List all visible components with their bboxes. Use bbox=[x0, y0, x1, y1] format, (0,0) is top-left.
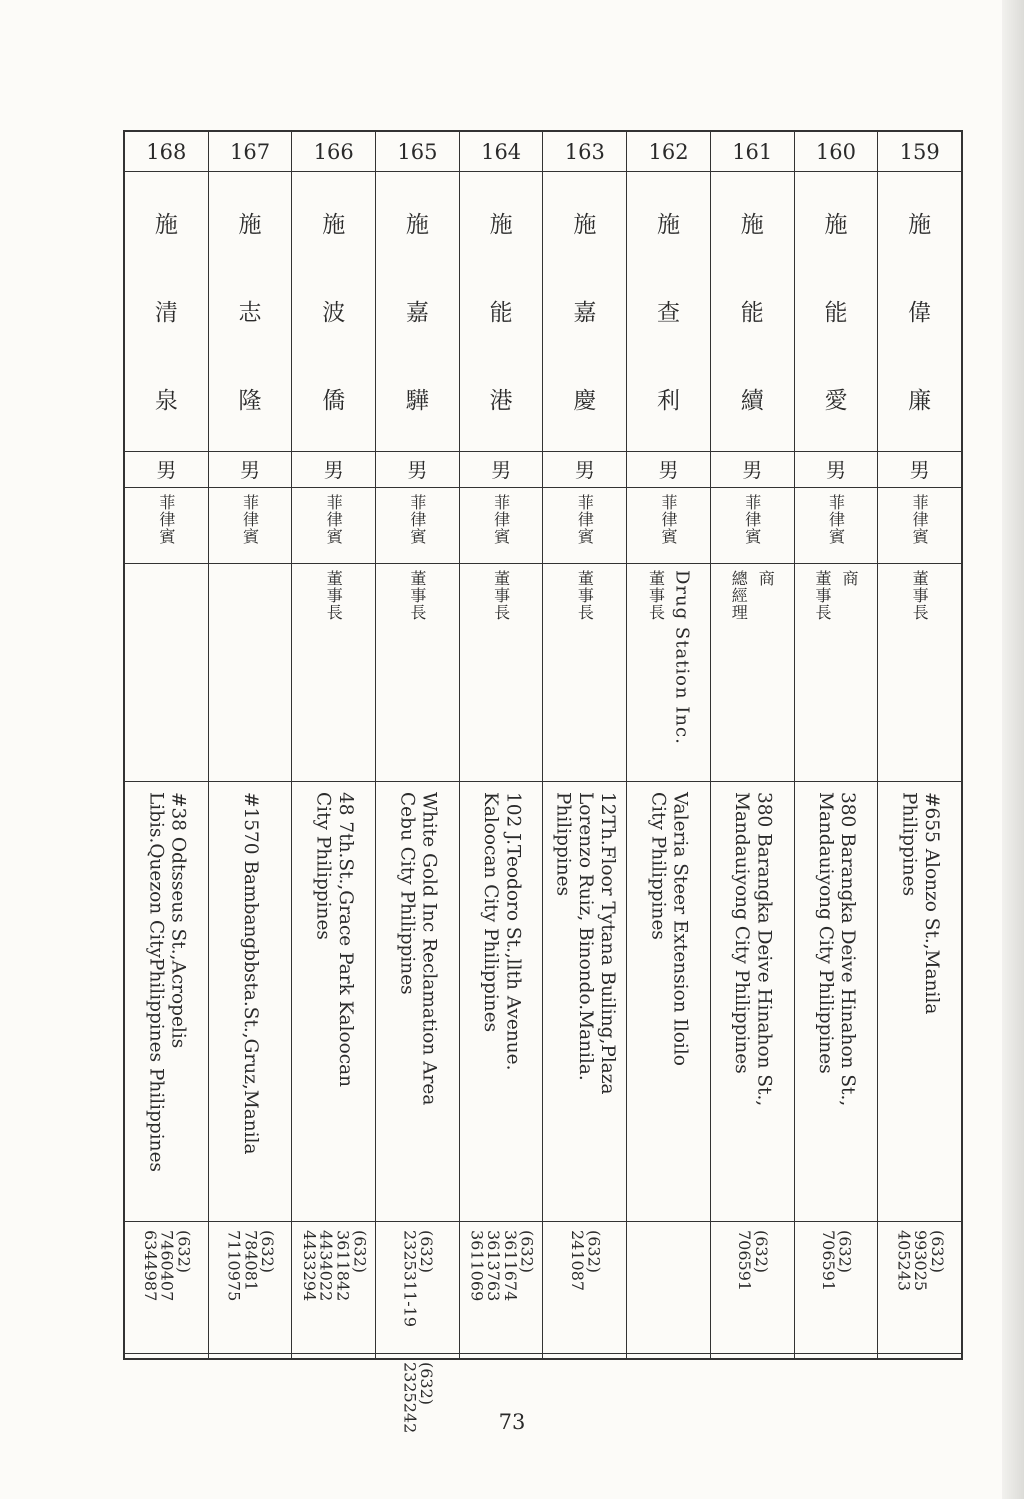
phone-number: 4433294 bbox=[299, 1230, 319, 1302]
entry-number: 162 bbox=[627, 132, 710, 172]
position-title: 董事長 bbox=[491, 570, 511, 621]
phone-number: (632) bbox=[350, 1230, 370, 1274]
entry-phone-secondary bbox=[125, 1354, 208, 1358]
entry-number: 168 bbox=[125, 132, 208, 172]
name-character: 嘉 bbox=[573, 299, 597, 326]
name-character: 查 bbox=[657, 299, 681, 326]
name-character: 施 bbox=[740, 211, 764, 238]
phone-number: (632) bbox=[174, 1230, 194, 1274]
entry-address bbox=[711, 782, 794, 1222]
entry-position bbox=[711, 564, 794, 782]
entry-number: 167 bbox=[209, 132, 292, 172]
entry-nationality bbox=[209, 488, 292, 564]
entry-address bbox=[376, 782, 459, 1222]
entry-nationality bbox=[711, 488, 794, 564]
entry-name bbox=[543, 172, 626, 452]
entry-phone bbox=[627, 1222, 710, 1354]
position-title: 總經理 bbox=[729, 570, 749, 621]
name-character: 愛 bbox=[824, 388, 848, 415]
entry-phone-secondary: (632) 2325242 bbox=[400, 1362, 437, 1434]
phone-number: (632) bbox=[835, 1230, 855, 1274]
entry-sex: 男 bbox=[125, 452, 208, 488]
phone-number: 6344987 bbox=[140, 1230, 160, 1302]
name-character: 泉 bbox=[154, 388, 178, 415]
name-character: 施 bbox=[405, 211, 429, 238]
entry-position bbox=[292, 564, 375, 782]
entry-address bbox=[292, 782, 375, 1222]
position-title: 董事長 bbox=[646, 570, 666, 621]
entry-name bbox=[627, 172, 710, 452]
entry-number: 161 bbox=[711, 132, 794, 172]
address-line: 12Th.Floor Tytana Builing,Plaza bbox=[597, 792, 619, 1095]
phone-number: (632) bbox=[517, 1230, 537, 1274]
name-character: 偉 bbox=[908, 299, 932, 326]
address-line: City Philippines bbox=[312, 792, 334, 940]
entry-position bbox=[878, 564, 961, 782]
entry-phone-secondary bbox=[209, 1354, 292, 1358]
name-character: 僑 bbox=[322, 388, 346, 415]
name-character: 志 bbox=[238, 299, 262, 326]
entry-address bbox=[795, 782, 878, 1222]
nationality-text: 菲律賓 bbox=[659, 494, 679, 545]
entry-position bbox=[376, 564, 459, 782]
table-row bbox=[542, 132, 626, 1358]
position-title: 商 bbox=[839, 570, 859, 587]
nationality-text: 菲律賓 bbox=[491, 494, 511, 545]
phone-number: 2325311-19 bbox=[400, 1230, 420, 1328]
phone-number: 706591 bbox=[735, 1230, 755, 1292]
address-line: Cebu City Philippines bbox=[396, 792, 418, 995]
entry-address bbox=[543, 782, 626, 1222]
name-character: 清 bbox=[154, 299, 178, 326]
entry-nationality bbox=[292, 488, 375, 564]
entry-address bbox=[460, 782, 543, 1222]
nationality-text: 菲律賓 bbox=[407, 494, 427, 545]
table-row bbox=[208, 132, 292, 1358]
table-row bbox=[125, 132, 208, 1358]
phone-number: (632) bbox=[258, 1230, 278, 1274]
phone-number: (632) bbox=[417, 1230, 437, 1274]
nationality-text: 菲律賓 bbox=[742, 494, 762, 545]
nationality-text: 菲律賓 bbox=[826, 494, 846, 545]
nationality-text: 菲律賓 bbox=[575, 494, 595, 545]
phone-number: 7460407 bbox=[157, 1230, 177, 1302]
phone-number: 405243 bbox=[894, 1230, 914, 1292]
entry-address bbox=[125, 782, 208, 1222]
address-line: #655 Alonzo St.,Manila bbox=[920, 792, 942, 1015]
entry-name bbox=[209, 172, 292, 452]
address-line: Lorenzo Ruiz, Binondo.Manila. bbox=[574, 792, 596, 1081]
name-character: 利 bbox=[657, 388, 681, 415]
entry-sex: 男 bbox=[543, 452, 626, 488]
entry-phone-secondary bbox=[795, 1354, 878, 1358]
entry-name bbox=[376, 172, 459, 452]
phone-number: 706591 bbox=[818, 1230, 838, 1292]
entry-phone bbox=[795, 1222, 878, 1354]
entry-position bbox=[627, 564, 710, 782]
entry-phone bbox=[125, 1222, 208, 1354]
phone-number: 241087 bbox=[567, 1230, 587, 1292]
entry-sex: 男 bbox=[209, 452, 292, 488]
nationality-text: 菲律賓 bbox=[910, 494, 930, 545]
entry-sex: 男 bbox=[878, 452, 961, 488]
name-character: 嘉 bbox=[405, 299, 429, 326]
entry-phone bbox=[711, 1222, 794, 1354]
entry-number: 160 bbox=[795, 132, 878, 172]
phone-number: 784081 bbox=[241, 1230, 261, 1292]
address-line: Libis.Quezon CityPhilippines Philippines bbox=[145, 792, 167, 1173]
table-row bbox=[877, 132, 961, 1358]
address-line: #38 Odtsseus St.,Acropelis bbox=[167, 792, 189, 1049]
phone-number: 4434022 bbox=[316, 1230, 336, 1302]
entry-phone-secondary bbox=[711, 1354, 794, 1358]
entry-position bbox=[795, 564, 878, 782]
entry-number: 164 bbox=[460, 132, 543, 172]
address-line: Philippines bbox=[552, 792, 574, 897]
phone-number: 993025 bbox=[911, 1230, 931, 1292]
address-line: #1570 Bambangbbsta.St.,Gruz,Manila bbox=[240, 792, 262, 1155]
name-character: 廉 bbox=[908, 388, 932, 415]
entry-phone bbox=[376, 1222, 459, 1354]
table-row bbox=[459, 132, 543, 1358]
nationality-text: 菲律賓 bbox=[324, 494, 344, 545]
entry-phone bbox=[292, 1222, 375, 1354]
address-line: 102 J.Teodoro St.,llth Avenue. bbox=[502, 792, 524, 1071]
entry-position bbox=[209, 564, 292, 782]
entry-address bbox=[878, 782, 961, 1222]
entry-phone-secondary bbox=[627, 1354, 710, 1358]
address-line: Philippines bbox=[898, 792, 920, 897]
name-character: 驊 bbox=[405, 388, 429, 415]
entry-name bbox=[711, 172, 794, 452]
entry-phone bbox=[543, 1222, 626, 1354]
address-line: Valeria Steer Extension Iloilo bbox=[669, 792, 691, 1066]
table-row bbox=[375, 132, 459, 1434]
entry-position bbox=[125, 564, 208, 782]
name-character: 施 bbox=[573, 211, 597, 238]
name-character: 施 bbox=[908, 211, 932, 238]
entry-name bbox=[460, 172, 543, 452]
entry-position bbox=[460, 564, 543, 782]
address-line: Kaloocan City Philippines bbox=[480, 792, 502, 1033]
position-title: 董事長 bbox=[407, 570, 427, 621]
name-character: 能 bbox=[824, 299, 848, 326]
entry-nationality bbox=[878, 488, 961, 564]
name-character: 港 bbox=[489, 388, 513, 415]
phone-number: 3611674 bbox=[500, 1230, 520, 1302]
page-edge-shadow bbox=[1002, 0, 1024, 1499]
phone-number: 3611069 bbox=[467, 1230, 487, 1302]
position-title: 董事長 bbox=[324, 570, 344, 621]
entry-phone bbox=[460, 1222, 543, 1354]
table-row bbox=[710, 132, 794, 1358]
entry-name bbox=[125, 172, 208, 452]
name-character: 隆 bbox=[238, 388, 262, 415]
name-character: 施 bbox=[154, 211, 178, 238]
phone-number: 3613763 bbox=[484, 1230, 504, 1302]
entry-address bbox=[627, 782, 710, 1222]
entry-sex: 男 bbox=[627, 452, 710, 488]
entry-phone-secondary bbox=[460, 1354, 543, 1358]
entry-phone-secondary bbox=[292, 1354, 375, 1358]
name-character: 施 bbox=[238, 211, 262, 238]
page-number: 73 bbox=[498, 1410, 526, 1434]
position-title: 商 bbox=[756, 570, 776, 587]
phone-number: (632) bbox=[752, 1230, 772, 1274]
phone-number: (632) bbox=[584, 1230, 604, 1274]
entry-number: 159 bbox=[878, 132, 961, 172]
entry-phone bbox=[878, 1222, 961, 1354]
entry-nationality bbox=[627, 488, 710, 564]
entry-sex: 男 bbox=[292, 452, 375, 488]
phone-number: 7110975 bbox=[224, 1230, 244, 1302]
address-line: 380 Barangka Deive Hinahon St., bbox=[753, 792, 775, 1107]
entry-position bbox=[543, 564, 626, 782]
entry-number: 166 bbox=[292, 132, 375, 172]
phone-number: (632) bbox=[927, 1230, 947, 1274]
address-line: Mandauiyong City Philippines bbox=[814, 792, 836, 1074]
position-company: Drug Station Inc. bbox=[671, 570, 693, 745]
name-character: 慶 bbox=[573, 388, 597, 415]
entry-phone-secondary bbox=[878, 1354, 961, 1358]
entry-sex: 男 bbox=[711, 452, 794, 488]
name-character: 施 bbox=[657, 211, 681, 238]
position-title: 董事長 bbox=[812, 570, 832, 621]
table-row bbox=[291, 132, 375, 1358]
entry-nationality bbox=[376, 488, 459, 564]
entry-number: 163 bbox=[543, 132, 626, 172]
name-character: 施 bbox=[322, 211, 346, 238]
entry-nationality bbox=[125, 488, 208, 564]
entry-name bbox=[795, 172, 878, 452]
phone-number: 3611842 bbox=[333, 1230, 353, 1302]
name-character: 能 bbox=[489, 299, 513, 326]
entry-nationality bbox=[460, 488, 543, 564]
entry-nationality bbox=[795, 488, 878, 564]
nationality-text: 菲律賓 bbox=[240, 494, 260, 545]
entry-number: 165 bbox=[376, 132, 459, 172]
entry-address bbox=[209, 782, 292, 1222]
address-line: City Philippines bbox=[647, 792, 669, 940]
address-line: White Gold Inc Reclamation Area bbox=[418, 792, 440, 1106]
entry-phone-secondary bbox=[543, 1354, 626, 1358]
name-character: 波 bbox=[322, 299, 346, 326]
entry-name bbox=[878, 172, 961, 452]
name-character: 施 bbox=[489, 211, 513, 238]
address-line: Mandauiyong City Philippines bbox=[731, 792, 753, 1074]
entry-nationality bbox=[543, 488, 626, 564]
entry-phone bbox=[209, 1222, 292, 1354]
position-title: 董事長 bbox=[910, 570, 930, 621]
entry-sex: 男 bbox=[460, 452, 543, 488]
name-character: 能 bbox=[740, 299, 764, 326]
address-line: 48 7th.St.,Grace Park Kaloocan bbox=[334, 792, 356, 1088]
position-title: 董事長 bbox=[575, 570, 595, 621]
entry-sex: 男 bbox=[795, 452, 878, 488]
name-character: 施 bbox=[824, 211, 848, 238]
table-row bbox=[794, 132, 878, 1358]
name-character: 續 bbox=[740, 388, 764, 415]
address-line: 380 Barangka Deive Hinahon St., bbox=[837, 792, 859, 1107]
nationality-text: 菲律賓 bbox=[156, 494, 176, 545]
entry-name bbox=[292, 172, 375, 452]
entry-sex: 男 bbox=[376, 452, 459, 488]
table-row bbox=[626, 132, 710, 1358]
